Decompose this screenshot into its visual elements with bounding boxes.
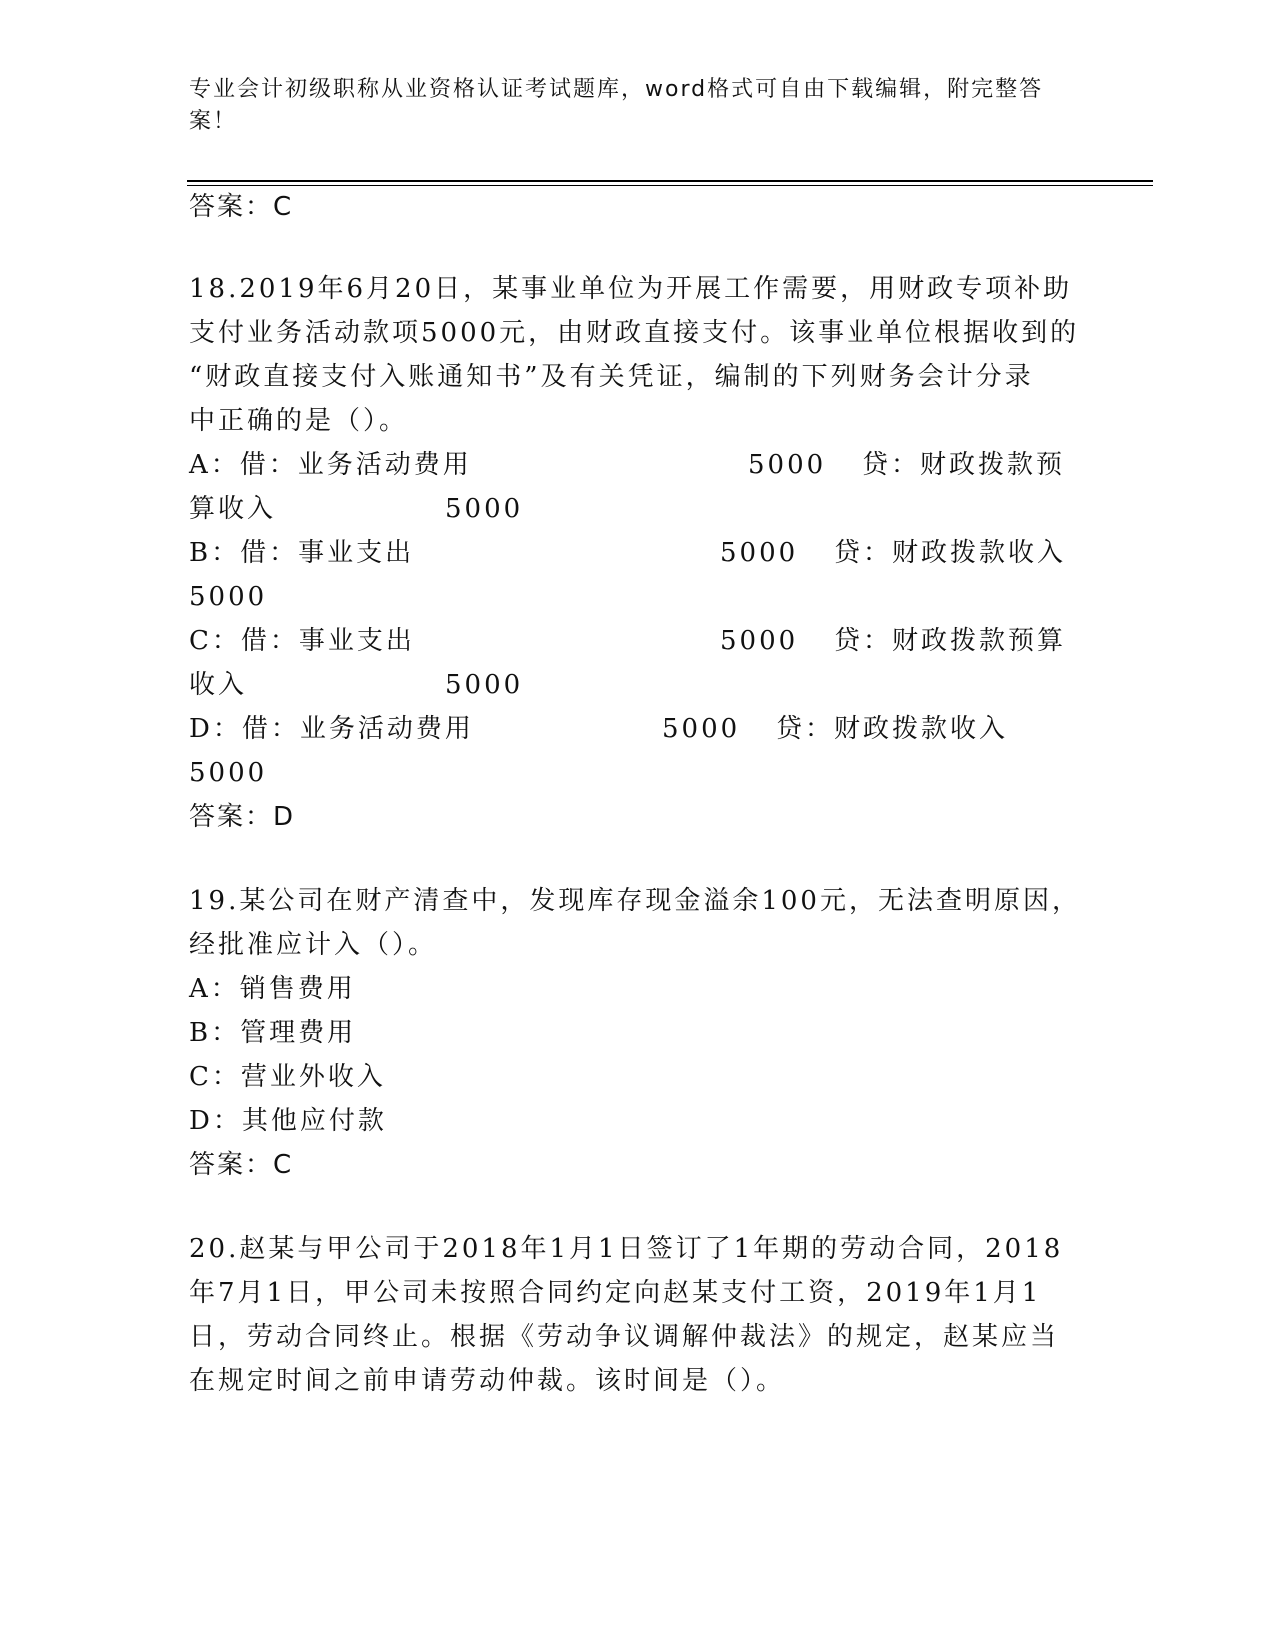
- q18-option-c-cont-amount: 5000: [445, 670, 524, 700]
- q20-stem-line: 20.赵某与甲公司于2018年1月1日签订了1年期的劳动合同，2018: [189, 1234, 1064, 1264]
- header-rule-thick: [187, 180, 1153, 182]
- q18-option-c-cont: 收入: [189, 670, 248, 700]
- q18-option-a-credit: 贷：财政拨款预: [862, 450, 1066, 480]
- q20-stem-line: 在规定时间之前申请劳动仲裁。该时间是（）。: [189, 1366, 786, 1396]
- q19-option-d: D：其他应付款: [189, 1106, 387, 1136]
- q18-stem-line: 18.2019年6月20日，某事业单位为开展工作需要，用财政专项补助: [189, 274, 1073, 304]
- q20-stem-line: 日，劳动合同终止。根据《劳动争议调解仲裁法》的规定，赵某应当: [189, 1322, 1060, 1352]
- q19-option-b: B：管理费用: [189, 1018, 357, 1048]
- q18-option-d-amount: 5000: [662, 714, 741, 744]
- q18-option-d-debit: D：借：业务活动费用: [189, 714, 474, 744]
- q18-option-a-cont-amount: 5000: [445, 494, 524, 524]
- q18-option-a-debit: A：借：业务活动费用: [189, 450, 472, 480]
- q18-stem-line: “财政直接支付入账通知书”及有关凭证，编制的下列财务会计分录: [189, 362, 1034, 392]
- prev-answer: 答案：C: [189, 192, 294, 222]
- header-rule-thin: [187, 185, 1153, 186]
- q18-answer: 答案：D: [189, 802, 296, 832]
- q18-option-c-amount: 5000: [720, 626, 799, 656]
- q18-stem-line: 中正确的是（）。: [189, 406, 409, 436]
- q18-option-c-debit: C：借：事业支出: [189, 626, 415, 656]
- q18-option-a-cont: 算收入: [189, 494, 277, 524]
- document-header: 专业会计初级职称从业资格认证考试题库，word格式可自由下载编辑，附完整答案！: [189, 77, 1044, 134]
- q18-option-b-cont: 5000: [189, 582, 268, 612]
- q19-stem-line: 19.某公司在财产清查中，发现库存现金溢余100元，无法查明原因，: [189, 886, 1081, 916]
- q18-stem-line: 支付业务活动款项5000元，由财政直接支付。该事业单位根据收到的: [189, 318, 1080, 348]
- q19-stem-line: 经批准应计入（）。: [189, 930, 438, 960]
- q19-option-c: C：营业外收入: [189, 1062, 386, 1092]
- q19-answer: 答案：C: [189, 1150, 294, 1180]
- q18-option-b-amount: 5000: [720, 538, 799, 568]
- q18-option-d-credit: 贷：财政拨款收入: [776, 714, 1009, 744]
- q18-option-b-credit: 贷：财政拨款收入: [834, 538, 1067, 568]
- q18-option-b-debit: B：借：事业支出: [189, 538, 415, 568]
- q20-stem-line: 年7月1日，甲公司未按照合同约定向赵某支付工资，2019年1月1: [189, 1278, 1042, 1308]
- q18-option-c-credit: 贷：财政拨款预算: [834, 626, 1067, 656]
- q19-option-a: A：销售费用: [189, 974, 356, 1004]
- q18-option-d-cont: 5000: [189, 758, 268, 788]
- q18-option-a-amount: 5000: [748, 450, 827, 480]
